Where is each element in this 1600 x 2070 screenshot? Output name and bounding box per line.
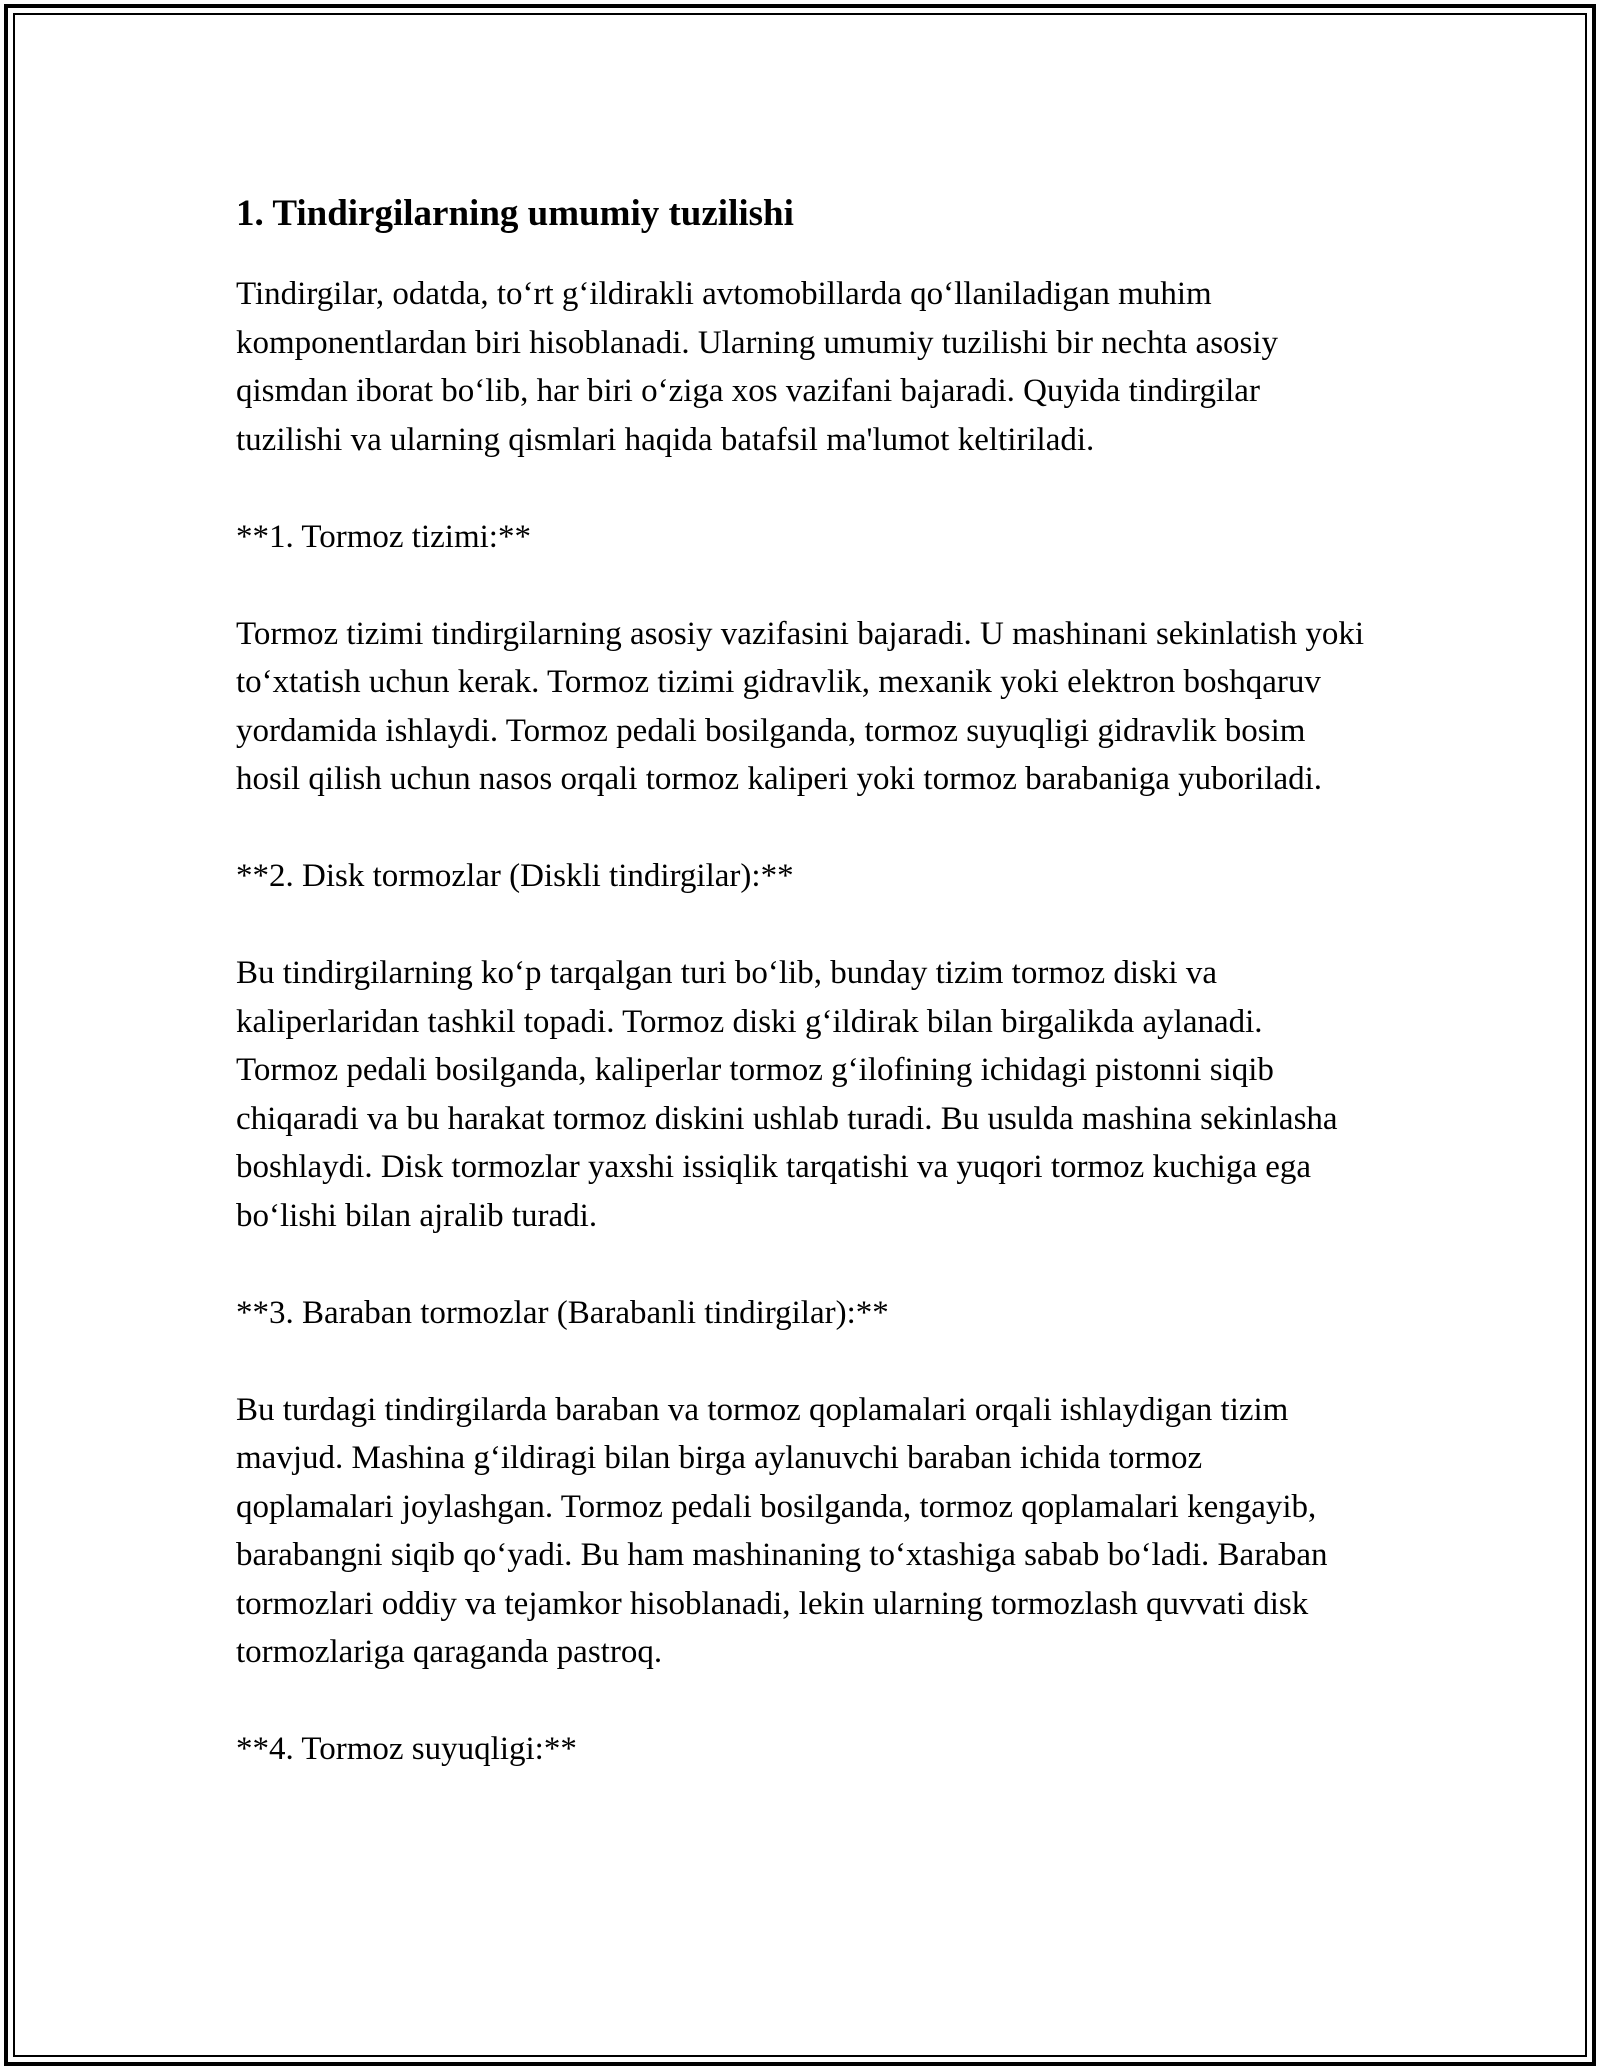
section-heading: 1. Tindirgilarning umumiy tuzilishi — [236, 193, 794, 234]
paragraph-tormoz-tizimi: Tormoz tizimi tindirgilarning asosiy vazifasini bajaradi. U mashinani sekinlatish yoki to‘xtatish uchun kerak. Tormoz tizimi gidravlik, mexanik yoki elektron boshqaruv yordamida ishlaydi. Tormoz pedali bosilganda, tormoz suyuqligi gidravlik bosim hosil qilish uchun nasos orqali tormoz kaliperi yoki tormoz barabaniga yuboriladi. — [236, 615, 1365, 797]
paragraph-gap — [236, 1337, 1366, 1386]
subsection-title-tormoz-tizimi: **1. Tormoz tizimi:** — [236, 518, 531, 555]
intro-paragraph: Tindirgilar, odatda, to‘rt g‘ildirakli avtomobillarda qo‘llaniladigan muhim komponentlardan biri hisoblanadi. Ularning umumiy tuzilishi bir nechta asosiy qismdan iborat bo‘lib, har biri o‘ziga xos vazifani bajaradi. Quyida tindirgilar tuzilishi va ularning qismlari haqida batafsil ma'lumot keltiriladi. — [236, 276, 1279, 458]
paragraph-gap — [236, 561, 1366, 610]
paragraph-gap — [236, 901, 1366, 950]
paragraph-gap — [236, 804, 1366, 853]
paragraph-gap — [236, 1677, 1366, 1726]
paragraph-baraban-tormozlar: Bu turdagi tindirgilarda baraban va tormoz qoplamalari orqali ishlaydigan tizim mavjud. Mashina g‘ildiragi bilan birga aylanuvchi baraban ichida tormoz qoplamalari joylashgan. Tormoz pedali bosilganda, tormoz qoplamalari kengayib, barabangni siqib qo‘yadi. Bu ham mashinaning to‘xtashiga sabab bo‘ladi. Baraban tormozlari oddiy va tejamkor hisoblanadi, lekin ularning tormozlash quvvati disk tormozlariga qaraganda pastroq. — [236, 1391, 1328, 1670]
document-body — [236, 186, 1366, 1774]
paragraph-gap — [236, 1240, 1366, 1289]
paragraph-disk-tormozlar: Bu tindirgilarning ko‘p tarqalgan turi bo‘lib, bunday tizim tormoz diski va kaliperlaridan tashkil topadi. Tormoz diski g‘ildirak bilan birgalikda aylanadi. Tormoz pedali bosilganda, kaliperlar tormoz g‘ilofining ichidagi pistonni siqib chiqaradi va bu harakat tormoz diskini ushlab turadi. Bu usulda mashina sekinlasha boshlaydi. Disk tormozlar yaxshi issiqlik tarqatishi va yuqori tormoz kuchiga ega bo‘lishi bilan ajralib turadi. — [236, 955, 1338, 1234]
subsection-title-disk-tormozlar: **2. Disk tormozlar (Diskli tindirgilar):** — [236, 858, 794, 894]
subsection-title-tormoz-suyuqligi: **4. Tormoz suyuqligi:** — [236, 1731, 577, 1767]
paragraph-gap — [236, 464, 1366, 513]
subsection-title-baraban-tormozlar: **3. Baraban tormozlar (Barabanli tindirgilar):** — [236, 1294, 889, 1331]
